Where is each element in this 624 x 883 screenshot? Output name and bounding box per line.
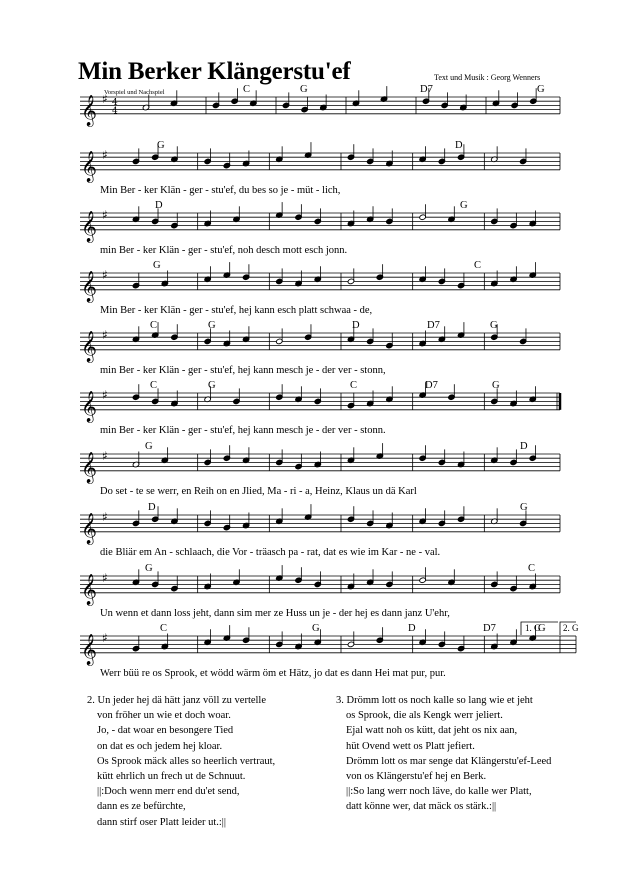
lyrics-line: Werr büü re os Sprook, et wödd wärm öm et Hätz, jo dat es dann Hei mat pur, pur. [100, 667, 446, 679]
chord-symbol: C [528, 563, 536, 574]
verse-3 [336, 693, 551, 815]
lyrics-line: Min Ber - ker Klän - ger - stu'ef, du bes so je - müt - lich, [100, 184, 341, 196]
chord-symbol: G [537, 84, 545, 95]
verse-2-line: kütt ehrlich un frech ut de Schnuut. [97, 771, 246, 783]
chord-symbol: C [474, 260, 482, 271]
verse-2-line: dann stirf oser Platt leider ut.:|| [97, 816, 227, 828]
chord-symbol: G [520, 502, 528, 513]
lyrics-line: Un wenn et dann loss jeht, dann sim mer ze Huss un je - der hej es dann janz U'ehr, [100, 607, 450, 619]
verse-2-line: on dat es och jedem hej kloar. [97, 740, 223, 752]
sharp-icon: ♯ [102, 571, 108, 585]
chord-symbol: C [350, 380, 358, 391]
sharp-icon: ♯ [102, 268, 108, 282]
chord-symbol: D7 [483, 623, 496, 634]
chord-symbol: D7 [427, 320, 440, 331]
chord-symbol: G [153, 260, 161, 271]
chord-symbol: C [243, 84, 251, 95]
verse-3-line: os Sprook, die als Kengk werr jeliert. [346, 710, 503, 722]
chord-symbol: G [208, 380, 216, 391]
sharp-icon: ♯ [102, 92, 108, 106]
chord-symbol: C [150, 380, 158, 391]
intro-label: Vorspiel und Nachspiel [104, 89, 165, 96]
verse-2-line: von fröher un wie et doch woar. [97, 710, 231, 722]
sharp-icon: ♯ [102, 148, 108, 162]
chord-symbol: D [455, 140, 463, 151]
time-signature-top: 4 [112, 98, 118, 108]
verse-3-line: Drömm lott os mar senge dat Klängerstu'ef-Leed [346, 755, 552, 767]
treble-clef-icon: 𝄞 [81, 451, 97, 483]
verse-2-line: 2. Un jeder hej dä hätt janz völl zu vertelle [87, 695, 267, 706]
verse-3-line: hüt Ovend wett os Platt jefiert. [346, 740, 475, 752]
verse-3-line: ||:So lang werr noch läve, do kalle wer Platt, [346, 786, 532, 798]
verse-2-line: ||:Doch wenn merr end du'et send, [97, 786, 240, 798]
verse-2-line: Os Sprook mäck alles so heerlich vertraut, [97, 755, 276, 767]
treble-clef-icon: 𝄞 [81, 150, 97, 182]
verse-2-line: Jo, - dat woar en besongere Tied [97, 725, 234, 737]
verse-3-line: datt könne wer, dat mäck os stärk.:|| [346, 801, 497, 813]
chord-symbol: G [208, 320, 216, 331]
treble-clef-icon: 𝄞 [81, 330, 97, 362]
chord-symbol: D [408, 623, 416, 634]
sharp-icon: ♯ [102, 328, 108, 342]
chord-symbol: G [492, 380, 500, 391]
chord-symbol: D [520, 441, 528, 452]
chord-symbol: G [145, 441, 153, 452]
lyrics-line: die Bliär em An - schlaach, die Vor - träasch pa - rat, dat es wie im Kar - ne - val. [100, 546, 441, 558]
treble-clef-icon: 𝄞 [81, 94, 97, 126]
lyrics-line: Do set - te se werr, en Reih on en Jlied, Ma - ri - a, Heinz, Klaus un dä Karl [100, 485, 417, 497]
chord-symbol: G [312, 623, 320, 634]
treble-clef-icon: 𝄞 [81, 573, 97, 605]
song-title: Min Berker Klängerstu'ef [78, 58, 351, 85]
lyrics-line: min Ber - ker Klän - ger - stu'ef, noh desch mott esch jonn. [100, 244, 348, 256]
sharp-icon: ♯ [102, 510, 108, 524]
lyrics-line: min Ber - ker Klän - ger - stu'ef, hej kann mesch je - der ver - stonn, [100, 364, 386, 376]
treble-clef-icon: 𝄞 [81, 210, 97, 242]
treble-clef-icon: 𝄞 [81, 390, 97, 422]
verse-2 [87, 693, 275, 830]
time-signature-bottom: 4 [112, 106, 118, 117]
chord-symbol: D7 [425, 380, 438, 391]
sharp-icon: ♯ [102, 631, 108, 645]
sharp-icon: ♯ [102, 388, 108, 402]
chord-symbol: C [160, 623, 168, 634]
treble-clef-icon: 𝄞 [81, 633, 97, 665]
song-credits: Text und Musik : Georg Wenners [434, 73, 541, 82]
lyrics-line: min Ber - ker Klän - ger - stu'ef, hej kann mesch je - der ver - stonn. [100, 424, 386, 436]
verse-2-line: dann es ze befürchte, [97, 801, 186, 813]
volta-ending-2: 2. G [563, 623, 579, 633]
chord-symbol: G [490, 320, 498, 331]
lyrics-line: Min Ber - ker Klän - ger - stu'ef, hej kann esch platt schwaa - de, [100, 304, 373, 316]
chord-symbol: D7 [420, 84, 433, 95]
chord-symbol: G [538, 623, 546, 634]
chord-symbol: D [148, 502, 156, 513]
treble-clef-icon: 𝄞 [81, 512, 97, 544]
chord-symbol: D [352, 320, 360, 331]
chord-symbol: G [460, 200, 468, 211]
chord-symbol: G [300, 84, 308, 95]
chord-symbol: G [145, 563, 153, 574]
volta-ending-1: 1. G [525, 623, 541, 633]
verse-3-line: von os Klängerstu'ef hej en Berk. [346, 771, 487, 783]
chord-symbol: C [150, 320, 158, 331]
sharp-icon: ♯ [102, 449, 108, 463]
verse-3-line: 3. Drömm lott os noch kalle so lang wie et jeht [336, 695, 533, 706]
verse-3-line: Ejal watt noh os kütt, dat jeht os nix aan, [346, 725, 518, 737]
chord-symbol: D [155, 200, 163, 211]
sharp-icon: ♯ [102, 208, 108, 222]
treble-clef-icon: 𝄞 [81, 270, 97, 302]
chord-symbol: G [157, 140, 165, 151]
